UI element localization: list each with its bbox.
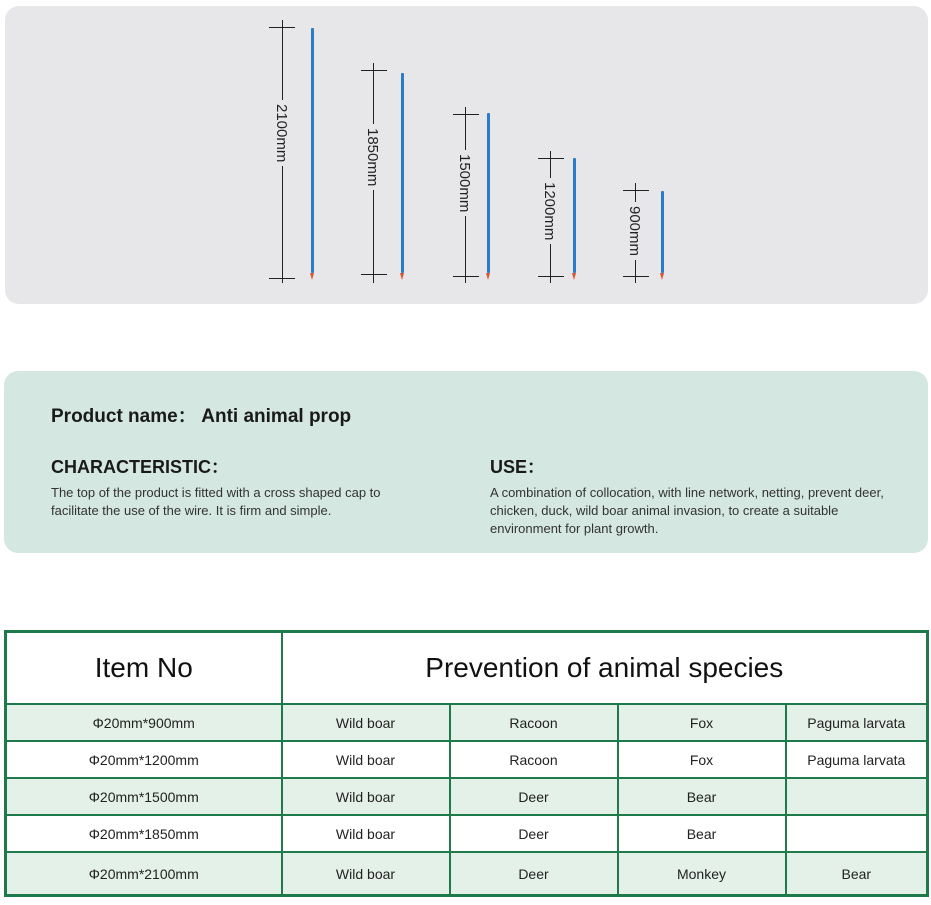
dimension-label: 2100mm xyxy=(273,100,290,166)
table-row xyxy=(6,815,928,852)
characteristic-text: The top of the product is fitted with a cross shaped cap to facilitate the use of the wire. It is firm and simple. xyxy=(51,485,381,518)
species-cell xyxy=(786,815,928,852)
dimension-cap-bottom xyxy=(538,276,564,277)
rod-shaft xyxy=(401,73,404,273)
species-cell: Paguma larvata xyxy=(786,704,928,741)
rod-tip xyxy=(310,273,314,280)
product-name: Product name： Anti animal prop xyxy=(51,406,352,427)
characteristic-heading: CHARACTERISTIC： xyxy=(51,457,229,477)
species-cell: Bear xyxy=(786,852,928,896)
rod-tip xyxy=(400,273,404,280)
species-cell: Monkey xyxy=(618,852,786,896)
dimension-cap-top xyxy=(361,70,387,71)
table-row xyxy=(6,778,928,815)
item-cell: Φ20mm*1200mm xyxy=(6,741,282,778)
rod-tip xyxy=(660,273,664,280)
dimension-cap-bottom xyxy=(453,276,479,277)
dimension-cap-top xyxy=(538,158,564,159)
species-cell: Paguma larvata xyxy=(786,741,928,778)
species-cell: Bear xyxy=(618,778,786,815)
use-heading: USE： xyxy=(490,457,546,477)
spec-table xyxy=(4,630,929,897)
rod-tip xyxy=(572,273,576,280)
dimension-cap-bottom xyxy=(361,274,387,275)
species-header: Prevention of animal species xyxy=(282,632,928,705)
species-cell: Wild boar xyxy=(282,741,450,778)
dimension-label: 1850mm xyxy=(364,124,381,190)
dimension-cap-bottom xyxy=(623,276,649,277)
dimension-label: 1500mm xyxy=(456,150,473,216)
rod-shaft xyxy=(311,28,314,273)
rod-shaft xyxy=(573,158,576,273)
table-row xyxy=(6,852,928,896)
rod-shaft xyxy=(661,191,664,273)
table-row xyxy=(6,704,928,741)
species-cell: Fox xyxy=(618,741,786,778)
rod-shaft xyxy=(487,113,490,273)
species-cell: Wild boar xyxy=(282,778,450,815)
product-illustration-panel xyxy=(5,6,928,304)
table-header-row xyxy=(6,632,928,705)
species-cell: Wild boar xyxy=(282,704,450,741)
species-cell: Wild boar xyxy=(282,815,450,852)
species-cell: Fox xyxy=(618,704,786,741)
species-cell: Racoon xyxy=(450,741,618,778)
use-text: A combination of collocation, with line network, netting, prevent deer, chicken, duck, wild boar animal invasion, to create a suitable environment for plant growth. xyxy=(490,485,884,536)
item-cell: Φ20mm*1500mm xyxy=(6,778,282,815)
species-cell: Deer xyxy=(450,852,618,896)
dimension-cap-top xyxy=(623,190,649,191)
item-no-header: Item No xyxy=(6,632,282,705)
species-cell: Bear xyxy=(618,815,786,852)
dimension-cap-top xyxy=(453,114,479,115)
item-cell: Φ20mm*2100mm xyxy=(6,852,282,896)
dimension-cap-bottom xyxy=(269,278,295,279)
item-cell: Φ20mm*900mm xyxy=(6,704,282,741)
species-cell: Wild boar xyxy=(282,852,450,896)
table-row xyxy=(6,741,928,778)
species-cell: Deer xyxy=(450,815,618,852)
species-cell: Deer xyxy=(450,778,618,815)
dimension-label: 900mm xyxy=(626,202,643,260)
item-cell: Φ20mm*1850mm xyxy=(6,815,282,852)
dimension-label: 1200mm xyxy=(541,178,558,244)
product-info-panel xyxy=(4,371,928,553)
rod-tip xyxy=(486,273,490,280)
species-cell xyxy=(786,778,928,815)
species-cell: Racoon xyxy=(450,704,618,741)
